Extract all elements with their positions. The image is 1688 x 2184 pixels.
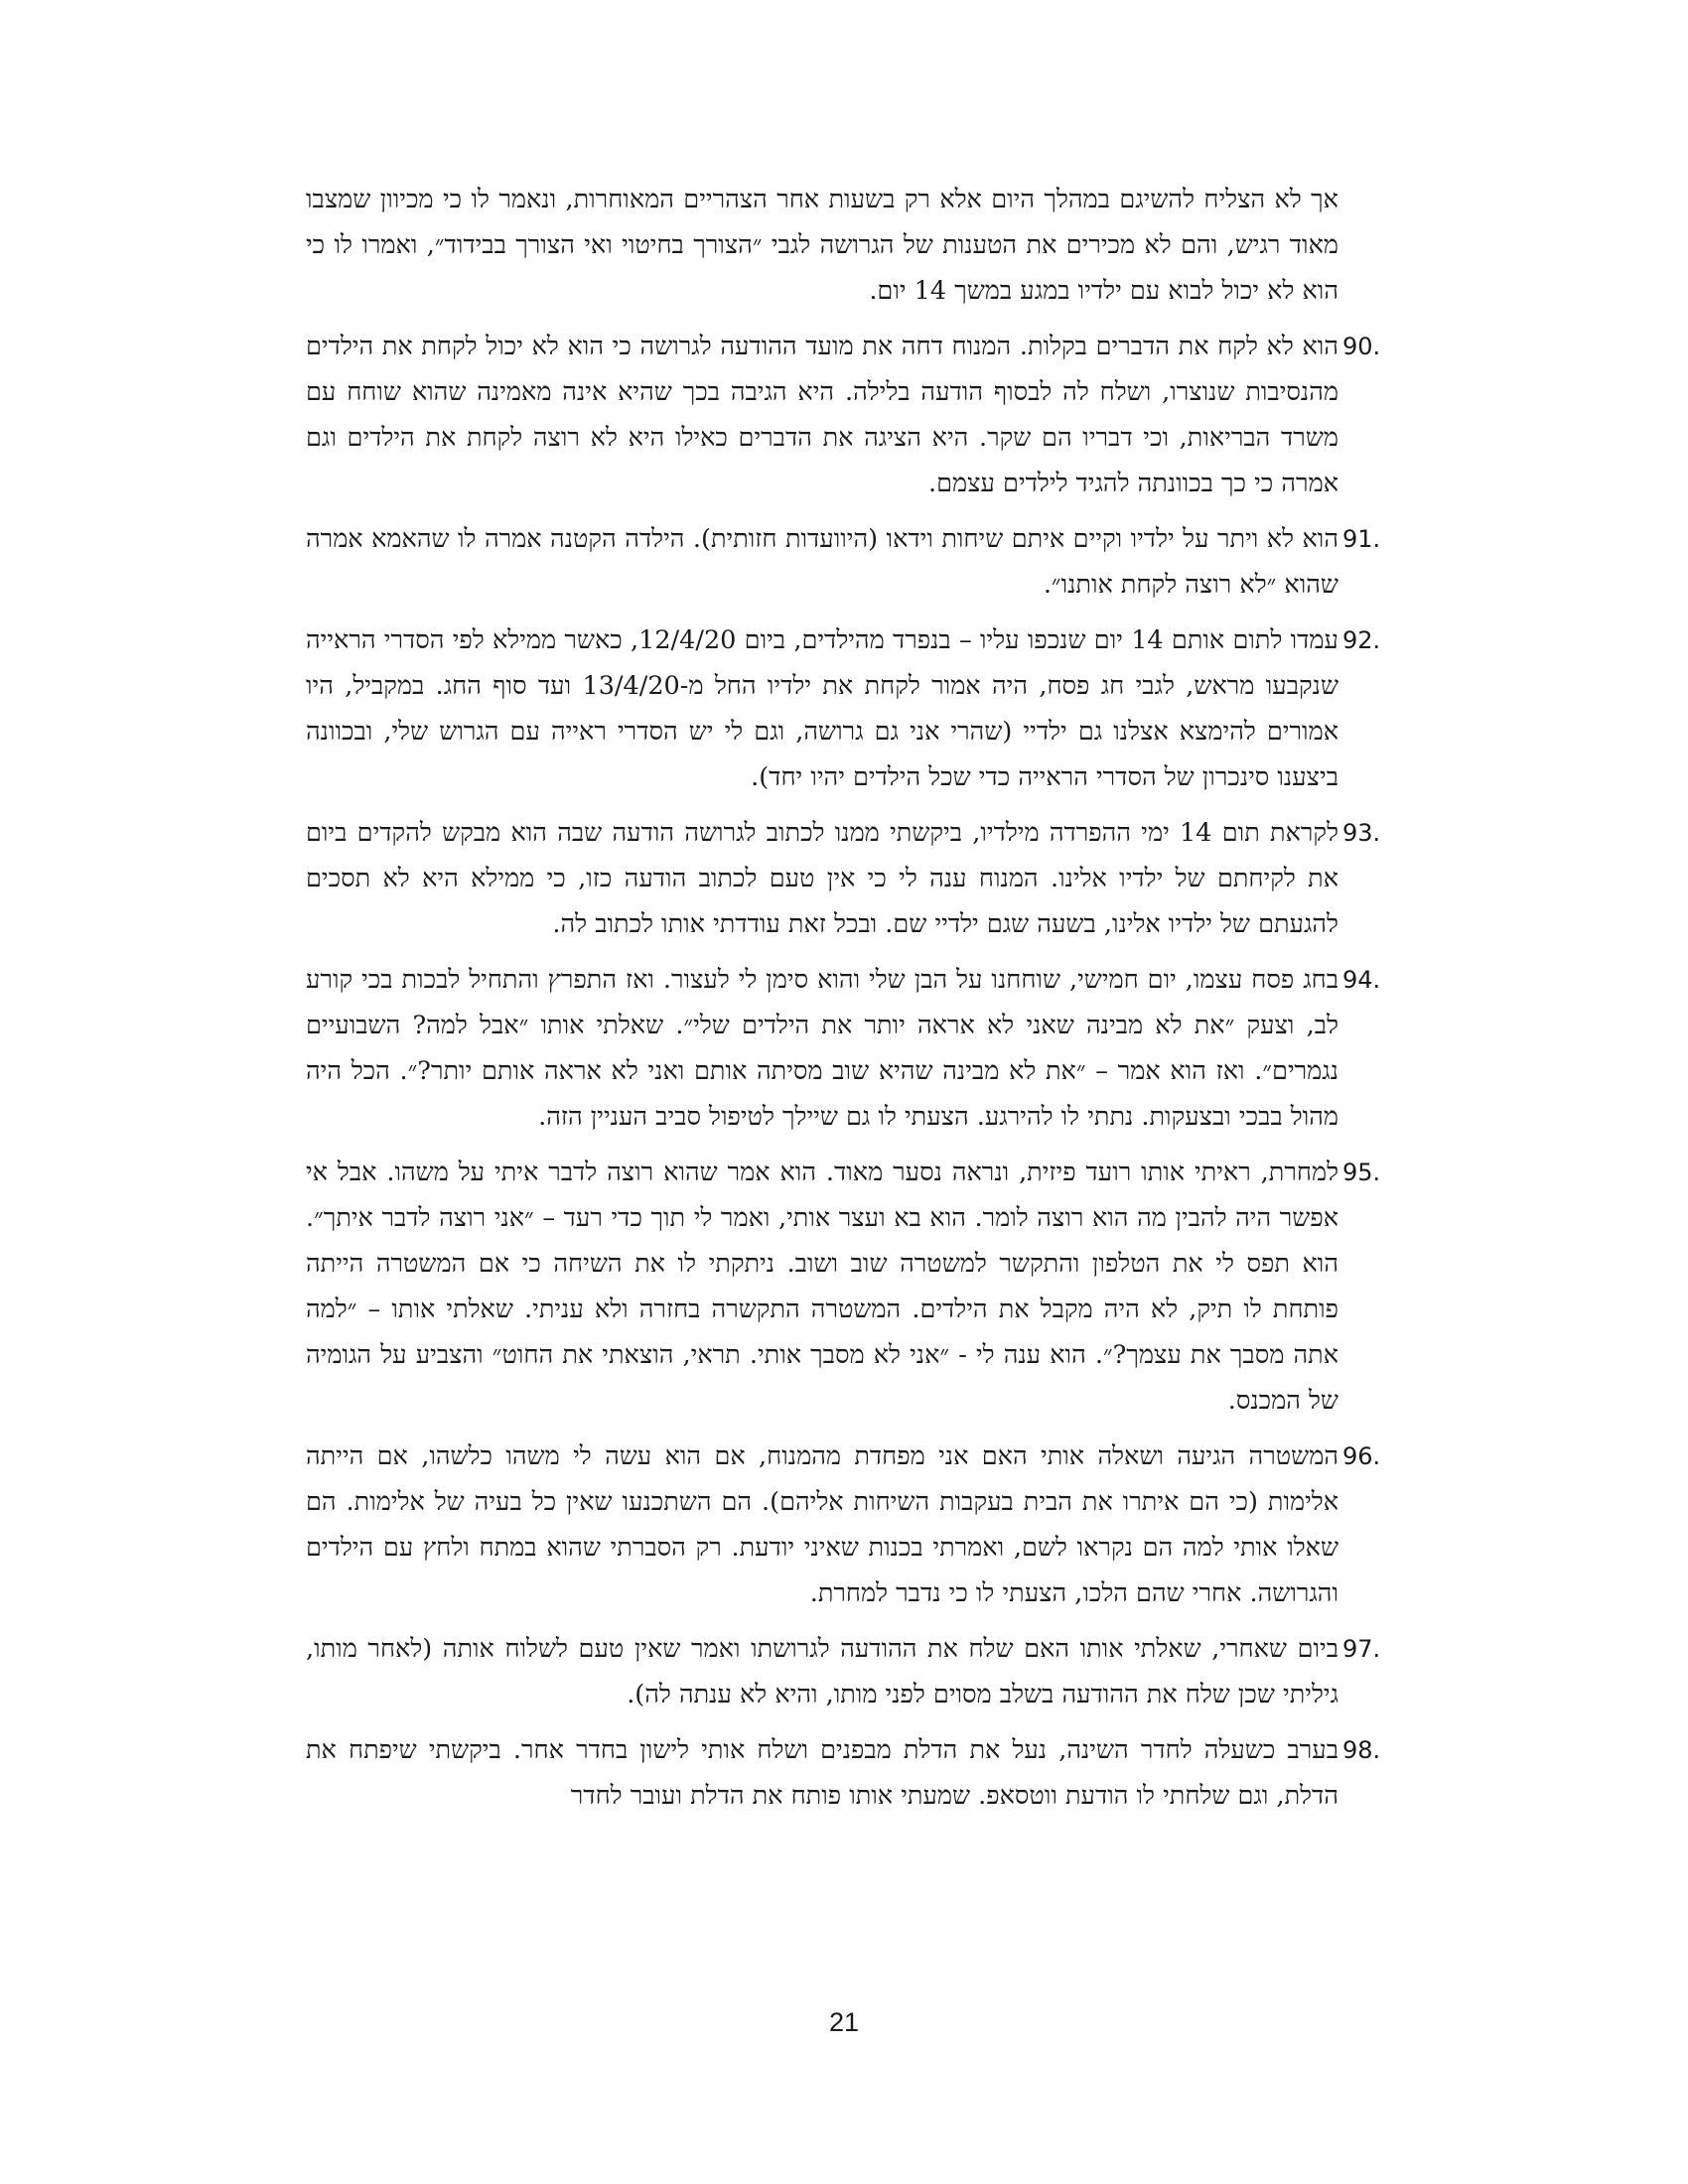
numbered-item-97	[306, 1626, 1381, 1717]
item-number: 95.	[1342, 1159, 1381, 1186]
numbered-item-91	[306, 516, 1381, 608]
item-number: 93.	[1342, 819, 1381, 847]
item-number: 98.	[1342, 1736, 1381, 1764]
item-text: לקראת תום 14 ימי ההפרדה מילדיו, ביקשתי ממנו לכתוב לגרושה הודעה שבה הוא מבקש להקדים ביום את לקיחתם של ילדיו אלינו. המנוח ענה לי כי אין טעם לכתוב הודעה כזו, כי ממילא היא לא תסכים להגעתם של ילדיו אלינו, בשעה שגם ילדיי שם. ובכל זאת עודדתי אותו לכתוב לה.	[306, 818, 1338, 939]
item-number: 97.	[1342, 1635, 1381, 1663]
numbered-item-95	[306, 1150, 1381, 1424]
numbered-item-98	[306, 1727, 1381, 1819]
item-text: הוא לא ויתר על ילדיו וקיים איתם שיחות וידאו (היוועדות חזותית). הילדה הקטנה אמרה לו שהאמא אמרה שהוא ״לא רוצה לקחת אותנו״.	[306, 524, 1338, 600]
item-number: 94.	[1342, 966, 1381, 994]
document-body	[306, 177, 1381, 1829]
numbered-item-93	[306, 810, 1381, 947]
item-text: למחרת, ראיתי אותו רועד פיזית, ונראה נסער מאוד. הוא אמר שהוא רוצה לדבר איתי על משהו. אבל אי אפשר היה להבין מה הוא רוצה לומר. הוא בא ועצר אותי, ואמר לי תוך כדי רעד – ״אני רוצה לדבר איתך״. הוא תפס לי את הטלפון והתקשר למשטרה שוב ושוב. ניתקתי לו את השיחה כי אם המשטרה הייתה פותחת לו תיק, לא היה מקבל את הילדים. המשטרה התקשרה בחזרה ולא עניתי. שאלתי אותו – ״למה אתה מסבך את עצמך?״. הוא ענה לי - ״אני לא מסבך אותי. תראי, הוצאתי את החוט״ והצביע על הגומיה של המכנס.	[306, 1158, 1338, 1416]
intro-paragraph: אך לא הצליח להשיגם במהלך היום אלא רק בשעות אחר הצהריים המאוחרות, ונאמר לו כי מכיוון שמצבו מאוד רגיש, והם לא מכירים את הטענות של הגרושה לגבי ״הצורך בחיטוי ואי הצורך בבידוד״, ואמרו לו כי הוא לא יכול לבוא עם ילדיו במגע במשך 14 יום.	[306, 185, 1338, 306]
item-text: עמדו לתום אותם 14 יום שנכפו עליו – בנפרד מהילדים, ביום 12/4/20, כאשר ממילא לפי הסדרי הראייה שנקבעו מראש, לגבי חג פסח, היה אמור לקחת את ילדיו החל מ-13/4/20 ועד סוף החג. במקביל, היו אמורים להימצא אצלנו גם ילדיי (שהרי אני גם גרושה, וגם לי יש הסדרי ראייה עם הגרוש שלי, ובכוונה ביצענו סינכרון של הסדרי הראייה כדי שכל הילדים יהיו יחד).	[306, 625, 1338, 792]
item-text: בחג פסח עצמו, יום חמישי, שוחחנו על הבן שלי והוא סימן לי לעצור. ואז התפרץ והתחיל לבכות בכי קורע לב, וצעק ״את לא מבינה שאני לא אראה יותר את הילדים שלי״. שאלתי אותו ״אבל למה? השבועיים נגמרים״. ואז הוא אמר – ״את לא מבינה שהיא שוב מסיתה אותם ואני לא אראה אותם יותר?״. הכל היה מהול בבכי ובצעקות. נתתי לו להירגע. הצעתי לו גם שיילך לטיפול סביב העניין הזה.	[306, 965, 1338, 1132]
item-number: 92.	[1342, 626, 1381, 654]
item-text: הוא לא לקח את הדברים בקלות. המנוח דחה את מועד ההודעה לגרושה כי הוא לא יכול לקחת את הילדים מהנסיבות שנוצרו, ושלח לה לבסוף הודעה בלילה. היא הגיבה בכך שהיא אינה מאמינה שהוא שוחח עם משרד הבריאות, וכי דבריו הם שקר. היא הציגה את הדברים כאילו היא לא רוצה לקחת את הילדים וגם אמרה כי כך בכוונתה להגיד לילדים עצמם.	[306, 332, 1338, 498]
item-number: 91.	[1342, 525, 1381, 553]
item-number: 90.	[1342, 333, 1381, 360]
numbered-item-96	[306, 1433, 1381, 1616]
numbered-item-92	[306, 617, 1381, 800]
item-text: בערב כשעלה לחדר השינה, נעל את הדלת מבפנים ושלח אותי לישון בחדר אחר. ביקשתי שיפתח את הדלת, וגם שלחתי לו הודעת ווטסאפ. שמעתי אותו פותח את הדלת ועובר לחדר	[306, 1735, 1338, 1811]
item-text: ביום שאחרי, שאלתי אותו האם שלח את ההודעה לגרושתו ואמר שאין טעם לשלוח אותה (לאחר מותו, גיליתי שכן שלח את ההודעה בשלב מסוים לפני מותו, והיא לא ענתה לה).	[306, 1634, 1338, 1709]
page-number: 21	[828, 2007, 860, 2037]
numbered-item-94	[306, 957, 1381, 1140]
item-text: המשטרה הגיעה ושאלה אותי האם אני מפחדת מהמנוח, אם הוא עשה לי משהו כלשהו, אם הייתה אלימות (כי הם איתרו את הבית בעקבות השיחות אליהם). הם השתכנעו שאין כל בעיה של אלימות. הם שאלו אותי למה הם נקראו לשם, ואמרתי בכנות שאיני יודעת. רק הסברתי שהוא במתח ולחץ עם הילדים והגרושה. אחרי שהם הלכו, הצעתי לו כי נדבר למחרת.	[306, 1441, 1338, 1608]
numbered-item-90	[306, 324, 1381, 506]
item-number: 96.	[1342, 1442, 1381, 1470]
